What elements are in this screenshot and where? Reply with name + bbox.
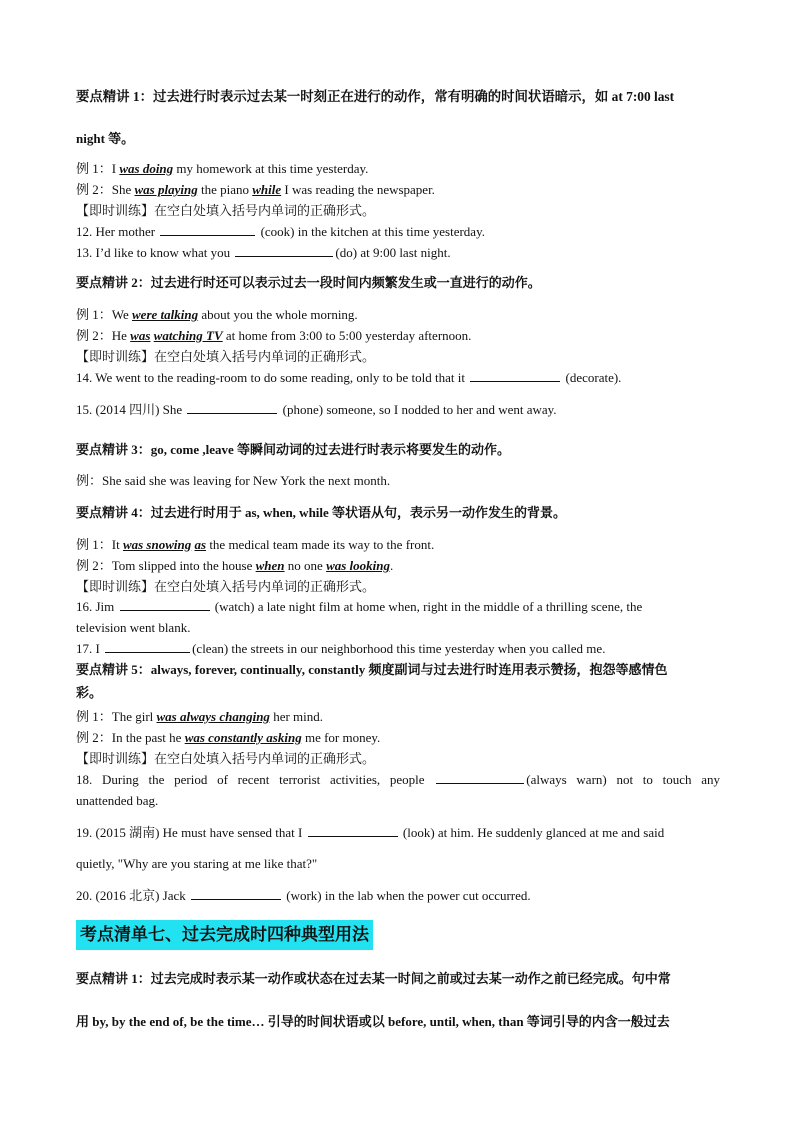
example-1: 例 1：I was doing my homework at this time yesterday. <box>76 161 369 176</box>
perfect-point-1-line-1: 要点精讲 1：过去完成时表示某一动作或状态在过去某一时间之前或过去某一动作之前已经完成。句中常 <box>76 971 671 986</box>
example-2: 例 2：She was playing the piano while I was reading the newspaper. <box>76 182 435 197</box>
question-20: 20. (2016 北京) Jack (work) in the lab when the power cut occurred. <box>76 888 531 903</box>
practice-label-4: 【即时训练】在空白处填入括号内单词的正确形式。 <box>76 751 376 766</box>
example-7: 例 2：Tom slipped into the house when no one was looking. <box>76 558 394 573</box>
example-9: 例 2：In the past he was constantly asking me for money. <box>76 730 381 745</box>
point-2: 要点精讲 2：过去进行时还可以表示过去一段时间内频繁发生或一直进行的动作。 <box>76 275 541 290</box>
perfect-point-1-line-2: 用 by, by the end of, be the time… 引导的时间状语或以 before, until, when, than 等词引导的内含一般过去 <box>76 1014 670 1029</box>
point-3: 要点精讲 3：go, come ,leave 等瞬间动词的过去进行时表示将要发生的动作。 <box>76 442 511 457</box>
point-1-line-2: night 等。 <box>76 131 135 146</box>
example-6: 例 1：It was snowing as the medical team made its way to the front. <box>76 537 435 552</box>
question-16-continued: television went blank. <box>76 620 191 635</box>
point-4: 要点精讲 4：过去进行时用于 as, when, while 等状语从句，表示另一动作发生的背景。 <box>76 505 567 520</box>
answer-blank-16[interactable] <box>120 598 210 611</box>
question-14: 14. We went to the reading-room to do some reading, only to be told that it (decorate). <box>76 370 622 385</box>
answer-blank-12[interactable] <box>160 223 255 236</box>
example-3: 例 1：We were talking about you the whole morning. <box>76 307 358 322</box>
question-17: 17. I (clean) the streets in our neighborhood this time yesterday when you called me. <box>76 641 606 656</box>
example-4: 例 2：He was watching TV at home from 3:00 to 5:00 yesterday afternoon. <box>76 328 472 343</box>
question-19-continued: quietly, "Why are you staring at me like that?" <box>76 856 318 871</box>
question-19: 19. (2015 湖南) He must have sensed that I (look) at him. He suddenly glanced at me and said <box>76 825 665 840</box>
practice-label-1: 【即时训练】在空白处填入括号内单词的正确形式。 <box>76 203 376 218</box>
question-18-continued: unattended bag. <box>76 793 159 808</box>
example-8: 例 1：The girl was always changing her mind. <box>76 709 324 724</box>
section-heading: 考点清单七、过去完成时四种典型用法 <box>76 920 373 950</box>
question-15: 15. (2014 四川) She (phone) someone, so I nodded to her and went away. <box>76 402 557 417</box>
answer-blank-15[interactable] <box>187 401 277 414</box>
question-12: 12. Her mother (cook) in the kitchen at this time yesterday. <box>76 224 485 239</box>
answer-blank-17[interactable] <box>105 640 190 653</box>
answer-blank-19[interactable] <box>308 824 398 837</box>
answer-blank-20[interactable] <box>191 887 281 900</box>
practice-label-3: 【即时训练】在空白处填入括号内单词的正确形式。 <box>76 579 376 594</box>
practice-label-2: 【即时训练】在空白处填入括号内单词的正确形式。 <box>76 349 376 364</box>
answer-blank-14[interactable] <box>470 369 560 382</box>
question-18: 18. During the period of recent terrorist activities, people (always warn) not to touch any <box>76 772 721 787</box>
point-1-line-1: 要点精讲 1：过去进行时表示过去某一时刻正在进行的动作，常有明确的时间状语暗示，如 at 7:00 last <box>76 89 675 104</box>
answer-blank-13[interactable] <box>235 244 333 257</box>
question-13: 13. I’d like to know what you (do) at 9:00 last night. <box>76 245 451 260</box>
point-5-line-2: 彩。 <box>76 685 103 700</box>
point-5-line-1: 要点精讲 5：always, forever, continually, constantly 频度副词与过去进行时连用表示赞扬，抱怨等感情色 <box>76 662 668 677</box>
question-16: 16. Jim (watch) a late night film at home when, right in the middle of a thrilling scene, the <box>76 599 643 614</box>
answer-blank-18[interactable] <box>436 771 524 784</box>
example-5: 例：She said she was leaving for New York the next month. <box>76 473 391 488</box>
